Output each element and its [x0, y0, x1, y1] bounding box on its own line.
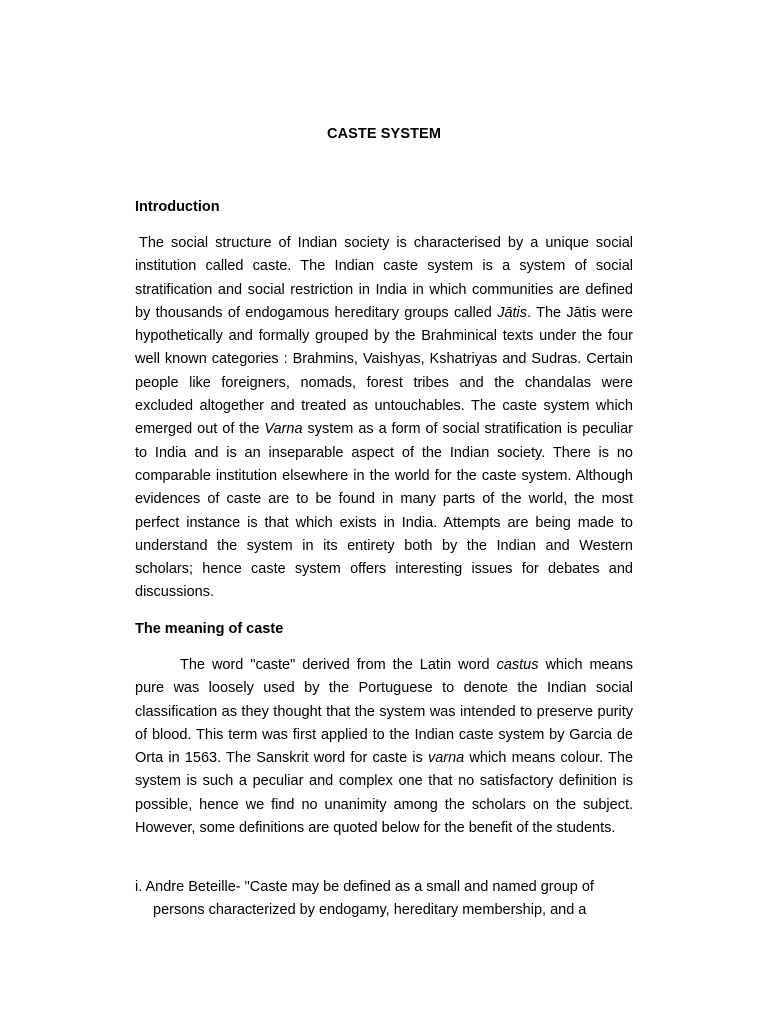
text-run: The word "caste" derived from the Latin word: [180, 657, 497, 673]
definition-line-1: i. Andre Beteille- "Caste may be defined as a small and named group of: [135, 879, 594, 895]
section-heading-introduction: Introduction: [135, 199, 220, 215]
italic-term-jatis: Jātis: [497, 304, 528, 321]
text-run: The social structure of Indian society is characterised by a unique social institution called caste. The Indian caste system is a system of social stratification and social restriction in India in which communities are defined by thousands of endogamous hereditary groups called: [135, 235, 633, 321]
definition-andre-beteille: [135, 876, 633, 923]
page-title: CASTE SYSTEM: [327, 126, 441, 142]
italic-term-varna: Varna: [264, 421, 303, 438]
italic-term-castus: castus: [496, 657, 539, 673]
italic-term-varna-lower: varna: [427, 750, 465, 767]
meaning-paragraph: [135, 654, 633, 840]
introduction-paragraph: [135, 232, 633, 605]
text-run: which means pure was loosely used by the Portuguese to denote the Indian social classification as they thought that the system was intended to preserve purity of blood. This term was first applied to the Indian caste system by Garcia de Orta in 1563. The Sanskrit word for caste is: [135, 657, 633, 767]
text-run: which means colour. The system is such a peculiar and complex one that no satisfactory definition is possible, hence we find no unanimity among the scholars on the subject. However, some definitions are quoted below for the benefit of the students.: [135, 750, 634, 837]
definition-line-2: persons characterized by endogamy, hereditary membership, and a: [153, 902, 587, 919]
text-run: . The Jātis were hypothetically and formally grouped by the Brahminical texts under the four well known categories : Brahmins, Vaishyas, Kshatriyas and Sudras. Certain people like foreigners, nomads, forest tribes and the chandalas were excluded altogether and treated as untouchables. The caste system which emerged out of the: [135, 304, 634, 438]
section-heading-meaning-of-caste: The meaning of caste: [135, 621, 284, 637]
text-run: system as a form of social stratification is peculiar to India and is an inseparable aspect of the Indian society. There is no comparable institution elsewhere in the world for the caste system. Although evidences of caste are to be found in many parts of the world, the most perfect instance is that which exists in India. Attempts are being made to understand the system in its entirety both by the Indian and Western scholars; hence caste system offers interesting issues for debates and discussions.: [135, 421, 634, 601]
